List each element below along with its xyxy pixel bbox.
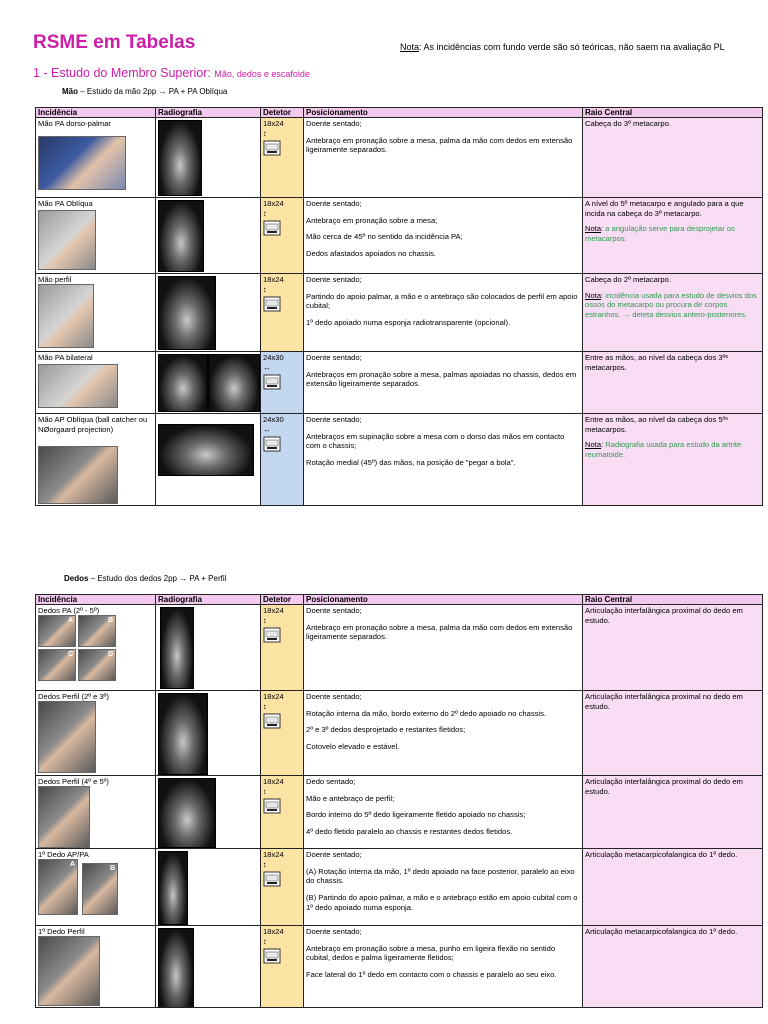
positioning-step: Doente sentado; bbox=[306, 415, 362, 424]
positioning-photo bbox=[38, 446, 118, 504]
central-ray-cell bbox=[583, 118, 763, 198]
positioning-step: Rotação medial (45º) das mãos, na posição de "pegar a bola". bbox=[306, 458, 516, 468]
positioning-step: Rotação interna da mão, bordo externo do 2º dedo apoiado no chassis. bbox=[306, 708, 547, 718]
detector-icon bbox=[263, 220, 301, 236]
positioning-cell bbox=[304, 776, 583, 849]
incidence-cell bbox=[36, 352, 156, 414]
detector-size: 18x24 bbox=[263, 275, 284, 284]
detector-size: 18x24 bbox=[263, 199, 284, 208]
central-ray-note: Nota: a angulação serve para desprojetar os metacarpos. bbox=[585, 224, 735, 244]
positioning-photo bbox=[82, 863, 118, 915]
header-detetor: Detetor bbox=[261, 595, 304, 605]
incidence-name: 1º Dedo Perfil bbox=[38, 927, 85, 936]
positioning-photo bbox=[38, 649, 76, 681]
central-ray-text: Articulação interfalângica proximal do dedo em estudo. bbox=[585, 606, 743, 625]
table1-caption-bold: Mão bbox=[62, 87, 78, 96]
positioning-step: Face lateral do 1º dedo em contacto com o chassis e paralelo ao seu eixo. bbox=[306, 970, 557, 980]
fingers-table bbox=[35, 594, 763, 1008]
note-label: Nota bbox=[585, 224, 602, 234]
detector-size: 24x30 bbox=[263, 415, 284, 424]
radiograph-cell bbox=[156, 352, 261, 414]
radiograph-cell bbox=[156, 198, 261, 274]
incidence-cell bbox=[36, 605, 156, 691]
positioning-photo bbox=[38, 364, 118, 408]
positioning-photo bbox=[38, 936, 100, 1006]
radiograph-image bbox=[158, 200, 204, 272]
central-ray-cell bbox=[583, 198, 763, 274]
detector-icon bbox=[263, 374, 301, 390]
photo-letter: A bbox=[69, 861, 75, 868]
central-ray-text: A nível do 5º metacarpo e angulado para a que incida na cabeça do 3º metacarpo. bbox=[585, 199, 744, 218]
central-ray-text: Entre as mãos, ao nível da cabeça dos 3ºˢ metacarpos. bbox=[585, 353, 728, 372]
detector-size: 18x24 bbox=[263, 850, 284, 859]
radiograph-cell bbox=[156, 691, 261, 776]
central-ray-text: Articulação metacarpicofalangica do 1º dedo. bbox=[585, 850, 738, 859]
central-ray-text: Cabeça do 2º metacarpo. bbox=[585, 275, 671, 284]
detector-orientation: ↕ bbox=[263, 701, 267, 711]
positioning-step: Doente sentado; bbox=[306, 199, 362, 208]
header-incidencia: Incidência bbox=[36, 108, 156, 118]
incidence-cell bbox=[36, 776, 156, 849]
detector-size: 18x24 bbox=[263, 692, 284, 701]
positioning-cell bbox=[304, 198, 583, 274]
positioning-step: Antebraço em pronação sobre a mesa, punho em ligeira flexão no sentido cubital, dedos e palma ligeiramente fletidos; bbox=[306, 943, 556, 963]
central-ray-cell bbox=[583, 414, 763, 506]
incidence-name: Mão PA Oblíqua bbox=[38, 199, 93, 208]
positioning-photo bbox=[38, 136, 126, 190]
detector-icon bbox=[263, 296, 301, 312]
radiograph-image bbox=[160, 607, 194, 689]
detector-cell bbox=[261, 691, 304, 776]
detector-cell bbox=[261, 776, 304, 849]
header-posicionamento: Posicionamento bbox=[304, 108, 583, 118]
table-row bbox=[36, 352, 763, 414]
note-text: incidência usada para estudo de desvios dos ossos do metacarpo ou procura de corpos estranhos. → deteta desvios antero-posteriores. bbox=[585, 290, 757, 320]
positioning-step: Doente sentado; bbox=[306, 606, 362, 615]
positioning-step: (A) Rotação interna da mão, 1º dedo apoiado na face posterior, paralelo ao eixo do chassis. bbox=[306, 866, 575, 886]
central-ray-cell bbox=[583, 352, 763, 414]
incidence-name: Mão PA dorso-palmar bbox=[38, 119, 111, 128]
top-note bbox=[400, 42, 725, 52]
table-row bbox=[36, 849, 763, 926]
table1-caption-text: – Estudo da mão 2pp → PA + PA Oblíqua bbox=[78, 87, 228, 96]
radiograph-image bbox=[158, 693, 208, 775]
detector-size: 18x24 bbox=[263, 119, 284, 128]
central-ray-cell bbox=[583, 691, 763, 776]
central-ray-cell bbox=[583, 776, 763, 849]
positioning-cell bbox=[304, 691, 583, 776]
header-radiografia: Radiografia bbox=[156, 595, 261, 605]
radiograph-image bbox=[158, 276, 216, 350]
positioning-step: Antebraço em pronação sobre a mesa, palma da mão com dedos em extensão ligeiramente separados. bbox=[306, 622, 573, 642]
positioning-photo bbox=[78, 649, 116, 681]
detector-orientation: ↕ bbox=[263, 859, 267, 869]
positioning-step: Partindo do apoio palmar, a mão e o antebraço são colocados de perfil em apoio cubital; bbox=[306, 291, 578, 311]
incidence-cell bbox=[36, 118, 156, 198]
detector-cell bbox=[261, 605, 304, 691]
detector-orientation: ↕ bbox=[263, 284, 267, 294]
positioning-photo bbox=[38, 701, 96, 773]
table-row bbox=[36, 926, 763, 1008]
incidence-name: 1º Dedo AP/PA bbox=[38, 850, 89, 859]
incidence-cell bbox=[36, 849, 156, 926]
table2-caption bbox=[64, 574, 226, 583]
positioning-step: Antebraços em supinação sobre a mesa com o dorso das mãos em contacto com o chassis; bbox=[306, 431, 565, 451]
radiograph-cell bbox=[156, 414, 261, 506]
radiograph-image bbox=[158, 928, 194, 1008]
header-detetor: Detetor bbox=[261, 108, 304, 118]
radiograph-image bbox=[158, 120, 202, 196]
positioning-step: Dedos afastados apoiados no chassis. bbox=[306, 249, 437, 259]
incidence-cell bbox=[36, 198, 156, 274]
detector-icon bbox=[263, 713, 301, 729]
central-ray-text: Articulação interfalângica proximal no dedo em estudo. bbox=[585, 692, 743, 711]
table-row bbox=[36, 198, 763, 274]
positioning-step: Antebraço em pronação sobre a mesa; bbox=[306, 215, 438, 225]
central-ray-cell bbox=[583, 274, 763, 352]
detector-size: 24x30 bbox=[263, 353, 284, 362]
section-main: 1 - Estudo do Membro Superior: bbox=[33, 66, 211, 80]
note-label: Nota bbox=[585, 290, 602, 300]
positioning-photo bbox=[38, 786, 90, 848]
detector-orientation: ↕ bbox=[263, 615, 267, 625]
header-radiografia: Radiografia bbox=[156, 108, 261, 118]
radiograph-cell bbox=[156, 849, 261, 926]
radiograph-image bbox=[208, 354, 260, 412]
detector-orientation: ↕ bbox=[263, 936, 267, 946]
header-raio-central: Raio Central bbox=[583, 108, 763, 118]
radiograph-cell bbox=[156, 118, 261, 198]
positioning-step: Antebraço em pronação sobre a mesa, palma da mão com dedos em extensão ligeiramente separados. bbox=[306, 135, 573, 155]
section-sub: Mão, dedos e escafoide bbox=[214, 69, 310, 79]
note-text: a angulação serve para desprojetar os metacarpos. bbox=[585, 224, 735, 244]
radiograph-cell bbox=[156, 926, 261, 1008]
detector-orientation: ↕ bbox=[263, 128, 267, 138]
central-ray-cell bbox=[583, 926, 763, 1008]
photo-letter: D bbox=[107, 651, 113, 658]
incidence-name: Mão perfil bbox=[38, 275, 72, 284]
positioning-step: Doente sentado; bbox=[306, 927, 362, 936]
document-title: RSME em Tabelas bbox=[33, 32, 196, 53]
top-note-text: : As incidências com fundo verde são só teóricas, não saem na avaliação PL bbox=[419, 42, 725, 52]
radiograph-image bbox=[158, 778, 216, 848]
table-row bbox=[36, 414, 763, 506]
positioning-step: Mão e antebraço de perfil; bbox=[306, 793, 395, 803]
incidence-cell bbox=[36, 691, 156, 776]
detector-orientation: ↔ bbox=[263, 362, 271, 372]
radiograph-image bbox=[158, 424, 254, 476]
photo-letter: B bbox=[107, 617, 113, 624]
positioning-cell bbox=[304, 926, 583, 1008]
photo-letter: C bbox=[67, 651, 73, 658]
central-ray-note: Nota: incidência usada para estudo de desvios dos ossos do metacarpo ou procura de corpos estranhos. → deteta desvios antero-posteriores. bbox=[585, 290, 757, 320]
radiograph-cell bbox=[156, 605, 261, 691]
table-row bbox=[36, 691, 763, 776]
note-text: Radiografia usada para estudo da artrite reumatoide. bbox=[585, 440, 742, 460]
table-row bbox=[36, 118, 763, 198]
positioning-step: Doente sentado; bbox=[306, 692, 362, 701]
detector-icon bbox=[263, 140, 301, 156]
detector-size: 18x24 bbox=[263, 606, 284, 615]
positioning-step: Doente sentado; bbox=[306, 275, 362, 284]
detector-cell bbox=[261, 414, 304, 506]
note-label: Nota bbox=[585, 440, 602, 450]
incidence-name: Dedos PA (2º - 5º) bbox=[38, 606, 100, 615]
positioning-photo bbox=[38, 615, 76, 647]
detector-cell bbox=[261, 274, 304, 352]
detector-icon bbox=[263, 948, 301, 964]
positioning-step: Cotovelo elevado e estável. bbox=[306, 742, 400, 752]
detector-orientation: ↔ bbox=[263, 424, 271, 434]
positioning-cell bbox=[304, 118, 583, 198]
central-ray-cell bbox=[583, 605, 763, 691]
positioning-step: Bordo interno do 5º dedo ligeiramente fletido apoiado no chassis; bbox=[306, 810, 526, 820]
positioning-step: 1º dedo apoiado numa esponja radiotransparente (opcional). bbox=[306, 318, 511, 328]
detector-cell bbox=[261, 926, 304, 1008]
positioning-step: 4º dedo fletido paralelo ao chassis e restantes dedos fletidos. bbox=[306, 827, 513, 837]
central-ray-note: Nota: Radiografia usada para estudo da artrite reumatoide. bbox=[585, 440, 742, 460]
table-row bbox=[36, 605, 763, 691]
positioning-step: Doente sentado; bbox=[306, 850, 362, 859]
table2-caption-text: – Estudo dos dedos 2pp → PA + Perfil bbox=[88, 574, 227, 583]
positioning-cell bbox=[304, 605, 583, 691]
positioning-step: Doente sentado; bbox=[306, 353, 362, 362]
incidence-name: Mão AP Oblíqua (ball catcher ou NØorgaard projection) bbox=[38, 415, 148, 434]
central-ray-text: Articulação interfalângica proximal do dedo em estudo. bbox=[585, 777, 743, 796]
detector-icon bbox=[263, 627, 301, 643]
section-heading bbox=[33, 66, 310, 80]
detector-orientation: ↕ bbox=[263, 208, 267, 218]
central-ray-text: Entre as mãos, ao nível da cabeça dos 5ºˢ metacarpos. bbox=[585, 415, 728, 434]
photo-letter: A bbox=[67, 617, 73, 624]
detector-cell bbox=[261, 352, 304, 414]
central-ray-text: Cabeça do 3º metacarpo. bbox=[585, 119, 671, 128]
radiograph-cell bbox=[156, 274, 261, 352]
detector-size: 18x24 bbox=[263, 777, 284, 786]
positioning-photo bbox=[38, 210, 96, 270]
positioning-step: 2º e 3º dedos desprojetado e restantes fletidos; bbox=[306, 725, 466, 735]
positioning-cell bbox=[304, 849, 583, 926]
radiograph-cell bbox=[156, 776, 261, 849]
header-incidencia: Incidência bbox=[36, 595, 156, 605]
table2-caption-bold: Dedos bbox=[64, 574, 89, 583]
positioning-step: Dedo sentado; bbox=[306, 777, 356, 786]
positioning-cell bbox=[304, 352, 583, 414]
incidence-cell bbox=[36, 926, 156, 1008]
detector-size: 18x24 bbox=[263, 927, 284, 936]
detector-icon bbox=[263, 871, 301, 887]
radiograph-image bbox=[158, 354, 208, 412]
detector-icon bbox=[263, 798, 301, 814]
incidence-cell bbox=[36, 414, 156, 506]
positioning-step: Antebraços em pronação sobre a mesa, palmas apoiadas no chassis, dedos em extensão ligeiramente separados. bbox=[306, 369, 577, 389]
positioning-photo bbox=[78, 615, 116, 647]
detector-cell bbox=[261, 118, 304, 198]
hand-table bbox=[35, 107, 763, 506]
photo-letter: B bbox=[109, 865, 115, 872]
radiograph-image bbox=[158, 851, 188, 925]
detector-icon bbox=[263, 436, 301, 452]
positioning-cell bbox=[304, 274, 583, 352]
header-posicionamento: Posicionamento bbox=[304, 595, 583, 605]
incidence-name: Mão PA bilateral bbox=[38, 353, 93, 362]
central-ray-cell bbox=[583, 849, 763, 926]
incidence-name: Dedos Perfil (2º e 3º) bbox=[38, 692, 109, 701]
positioning-cell bbox=[304, 414, 583, 506]
incidence-name: Dedos Perfil (4º e 5º) bbox=[38, 777, 109, 786]
table1-caption bbox=[62, 87, 227, 96]
positioning-step: Doente sentado; bbox=[306, 119, 362, 128]
central-ray-text: Articulação metacarpicofalangica do 1º dedo. bbox=[585, 927, 738, 936]
table-row bbox=[36, 776, 763, 849]
positioning-photo bbox=[38, 859, 78, 915]
table-row bbox=[36, 274, 763, 352]
header-raio-central: Raio Central bbox=[583, 595, 763, 605]
top-note-label: Nota bbox=[400, 42, 420, 52]
detector-cell bbox=[261, 849, 304, 926]
incidence-cell bbox=[36, 274, 156, 352]
positioning-step: Mão cerca de 45º no sentido da incidência PA; bbox=[306, 232, 463, 242]
positioning-step: (B) Partindo do apoio palmar, a mão e o antebraço estão em apoio cubital com o 1º dedo apoiado numa esponja. bbox=[306, 893, 578, 912]
detector-orientation: ↕ bbox=[263, 786, 267, 796]
detector-cell bbox=[261, 198, 304, 274]
positioning-photo bbox=[38, 284, 94, 348]
